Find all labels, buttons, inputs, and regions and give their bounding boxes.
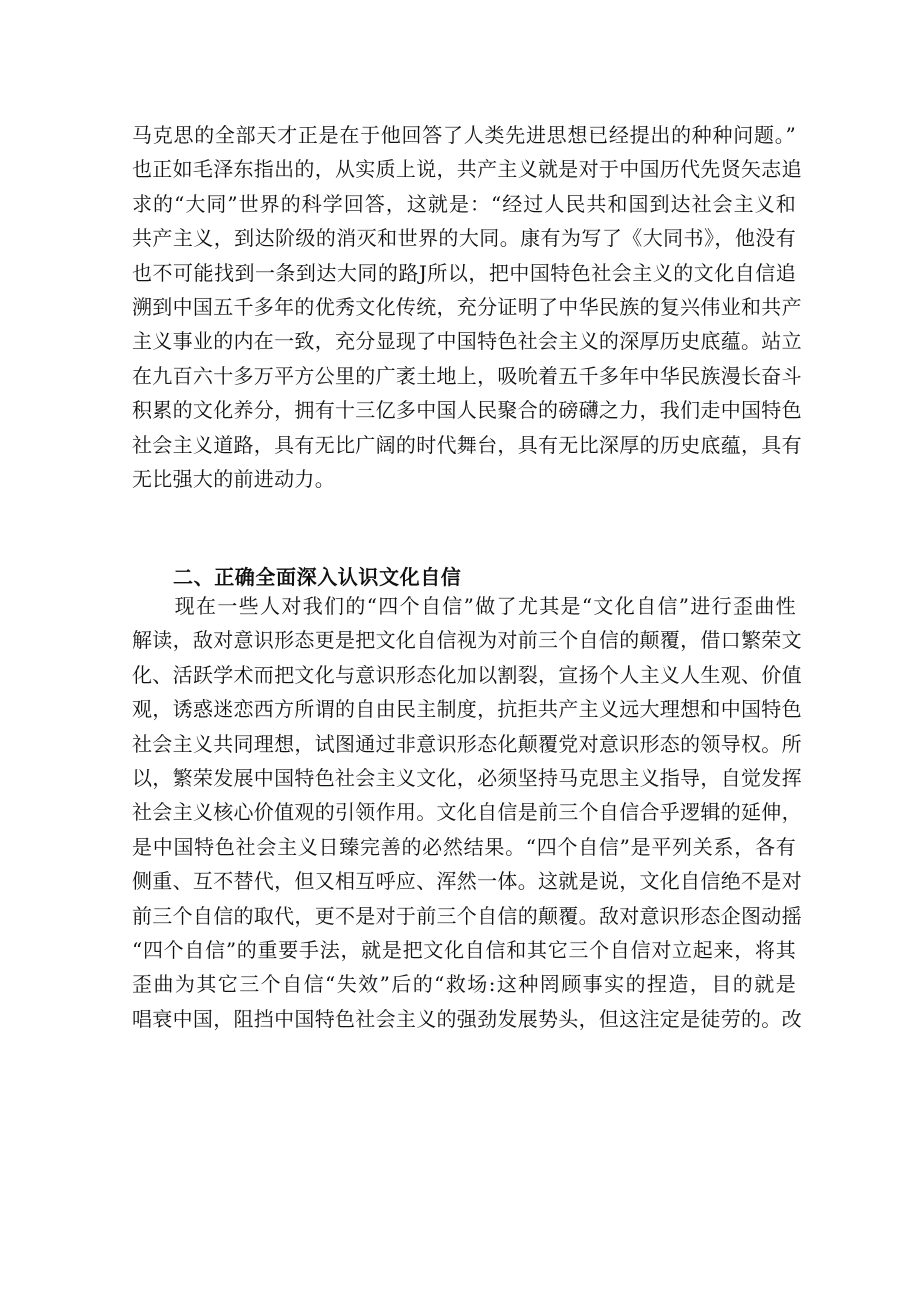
paragraph-line: 前三个自信的取代，更不是对于前三个自信的颠覆。敌对意识形态企图动摇 [132, 903, 802, 928]
paragraph-line: 社会主义道路，具有无比广阔的时代舞台，具有无比深厚的历史底蕴，具有 [132, 432, 802, 457]
paragraph-line: 求的“大同”世界的科学回答，这就是：“经过人民共和国到达社会主义和 [132, 191, 796, 216]
paragraph-line: 社会主义共同理想，试图通过非意识形态化颠覆党对意识形态的领导权。所 [132, 731, 802, 756]
paragraph-line: 社会主义核心价值观的引领作用。文化自信是前三个自信合乎逻辑的延伸， [132, 800, 802, 825]
paragraph-line: 马克思的全部天才正是在于他回答了人类先进思想已经提出的种种问题。” [132, 123, 796, 147]
paragraph-line: 以，繁荣发展中国特色社会主义文化，必须坚持马克思主义指导，自觉发挥 [132, 765, 802, 790]
paragraph-line: 唱衰中国，阻挡中国特色社会主义的强劲发展势头，但这注定是徒劳的。改 [132, 1006, 802, 1031]
paragraph-line: 化、活跃学术而把文化与意识形态化加以割裂，宣扬个人主义人生观、价值 [132, 662, 802, 687]
paragraph-line: 是中国特色社会主义日臻完善的必然结果。“四个自信”是平列关系，各有 [132, 834, 796, 859]
paragraph-line: 在九百六十多万平方公里的广袤土地上，吸吮着五千多年中华民族漫长奋斗 [132, 363, 802, 388]
paragraph-line: 现在一些人对我们的“四个自信”做了尤其是“文化自信”进行歪曲性 [132, 594, 796, 618]
paragraph-line: 解读，敌对意识形态更是把文化自信视为对前三个自信的颠覆，借口繁荣文 [132, 628, 802, 653]
paragraph-line: 主义事业的内在一致，充分显现了中国特色社会主义的深厚历史底蕴。站立 [132, 329, 802, 354]
paragraph-line: 无比强大的前进动力。 [132, 466, 335, 491]
paragraph-line: 歪曲为其它三个自信“失效”后的“救场:这种罔顾事实的捏造，目的就是 [132, 972, 796, 997]
paragraph-line: 积累的文化养分，拥有十三亿多中国人民聚合的磅礴之力，我们走中国特色 [132, 398, 802, 423]
paragraph-line: 也正如毛泽东指出的，从实质上说，共产主义就是对于中国历代先贤矢志追 [132, 157, 802, 182]
section-heading: 二、正确全面深入认识文化自信 [173, 565, 462, 589]
paragraph-line: 侧重、互不替代，但又相互呼应、浑然一体。这就是说，文化自信绝不是对 [132, 869, 802, 894]
paragraph-line: 也不可能找到一条到达大同的路J所以，把中国特色社会主义的文化自信追 [132, 260, 796, 285]
paragraph-line: 溯到中国五千多年的优秀文化传统，充分证明了中华民族的复兴伟业和共产 [132, 294, 802, 319]
paragraph-1 [132, 118, 802, 496]
paragraph-line: 共产主义，到达阶级的消灭和世界的大同。康有为写了《大同书》，他没有 [132, 226, 796, 251]
paragraph-line: 观，诱惑迷恋西方所谓的自由民主制度，抗拒共产主义远大理想和中国特色 [132, 697, 802, 722]
paragraph-2 [132, 589, 802, 1036]
paragraph-line: “四个自信”的重要手法，就是把文化自信和其它三个自信对立起来，将其 [132, 937, 796, 962]
